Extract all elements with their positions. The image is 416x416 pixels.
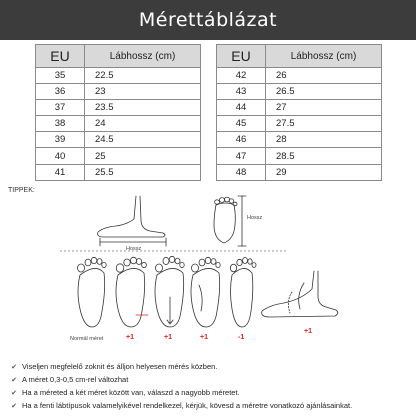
eu-cell: 42 (217, 68, 266, 84)
table-row (217, 68, 382, 84)
side-foot-illustration (98, 196, 166, 246)
foot-narrow (230, 258, 256, 328)
length-cell: 23.5 (85, 100, 201, 116)
length-cell: 29 (266, 164, 382, 180)
header-eu: EU (36, 45, 85, 68)
tips-label: TIPPEK: (8, 187, 35, 194)
length-cell: 28.5 (266, 148, 382, 164)
length-cell: 25.5 (85, 164, 201, 180)
table-row (217, 100, 382, 116)
foot-high-instep (262, 271, 338, 317)
header-length: Lábhossz (cm) (266, 45, 382, 68)
length-label-side: Hossz (126, 246, 142, 252)
eu-cell: 38 (36, 116, 85, 132)
table-header (36, 45, 201, 68)
table-row (36, 132, 201, 148)
eu-cell: 44 (217, 100, 266, 116)
top-foot-illustration (214, 196, 246, 246)
length-cell: 23 (85, 84, 201, 100)
page-title: Mérettáblázat (138, 9, 278, 31)
foot-wide (116, 257, 146, 327)
list-item: ✔ A méret 0,3-0,5 cm-rel változhat (6, 373, 416, 386)
normal-size-label: Normál méret (70, 336, 104, 342)
eu-cell: 39 (36, 132, 85, 148)
minus-mark: -1 (238, 334, 245, 341)
length-cell: 24 (85, 116, 201, 132)
table-row (217, 148, 382, 164)
bullet-icon: ✔ (11, 403, 17, 410)
plus-marks (70, 328, 312, 342)
bullet-icon: ✔ (11, 377, 17, 384)
size-table-right (216, 44, 382, 181)
bullet-icon: ✔ (11, 364, 17, 371)
foot-measurement-diagram (0, 193, 416, 355)
length-cell: 26.5 (266, 84, 382, 100)
table-row (36, 100, 201, 116)
table-row (36, 116, 201, 132)
eu-cell: 35 (36, 68, 85, 84)
length-cell: 27 (266, 100, 382, 116)
table-row (217, 116, 382, 132)
table-row (36, 68, 201, 84)
list-item: ✔ Ha a fenti lábtípusok valamelyikével rendelkezel, kérjük, kövesd a méretre vonatkozó ajánlásainkat. (6, 399, 416, 412)
foot-normal (78, 257, 107, 327)
table-row (217, 132, 382, 148)
eu-cell: 41 (36, 164, 85, 180)
length-label-top: Hossz (247, 215, 263, 221)
table-row (36, 164, 201, 180)
foot-flat (191, 257, 220, 327)
table-row (36, 148, 201, 164)
length-cell: 27.5 (266, 116, 382, 132)
table-header (217, 45, 382, 68)
eu-cell: 36 (36, 84, 85, 100)
table-row (217, 84, 382, 100)
length-cell: 22.5 (85, 68, 201, 84)
eu-cell: 43 (217, 84, 266, 100)
plus-mark: +1 (200, 334, 208, 341)
eu-cell: 47 (217, 148, 266, 164)
tips-list (6, 360, 416, 412)
plus-mark: +1 (304, 328, 312, 335)
bullet-icon: ✔ (11, 390, 17, 397)
table-row (217, 164, 382, 180)
length-cell: 26 (266, 68, 382, 84)
size-table-left (35, 44, 201, 181)
table-row (36, 84, 201, 100)
eu-cell: 45 (217, 116, 266, 132)
plus-mark: +1 (164, 334, 172, 341)
list-item: ✔ Viseljen megfelelő zoknit és álljon helyesen mérés közben. (6, 360, 416, 373)
length-cell: 24.5 (85, 132, 201, 148)
header-eu: EU (217, 45, 266, 68)
list-item: ✔ Ha a méreted a két méret között van, válaszd a nagyobb méretet. (6, 386, 416, 399)
eu-cell: 40 (36, 148, 85, 164)
title-banner (0, 0, 416, 40)
eu-cell: 46 (217, 132, 266, 148)
plus-mark: +1 (126, 334, 134, 341)
length-cell: 28 (266, 132, 382, 148)
eu-cell: 48 (217, 164, 266, 180)
header-length: Lábhossz (cm) (85, 45, 201, 68)
length-cell: 25 (85, 148, 201, 164)
eu-cell: 37 (36, 100, 85, 116)
